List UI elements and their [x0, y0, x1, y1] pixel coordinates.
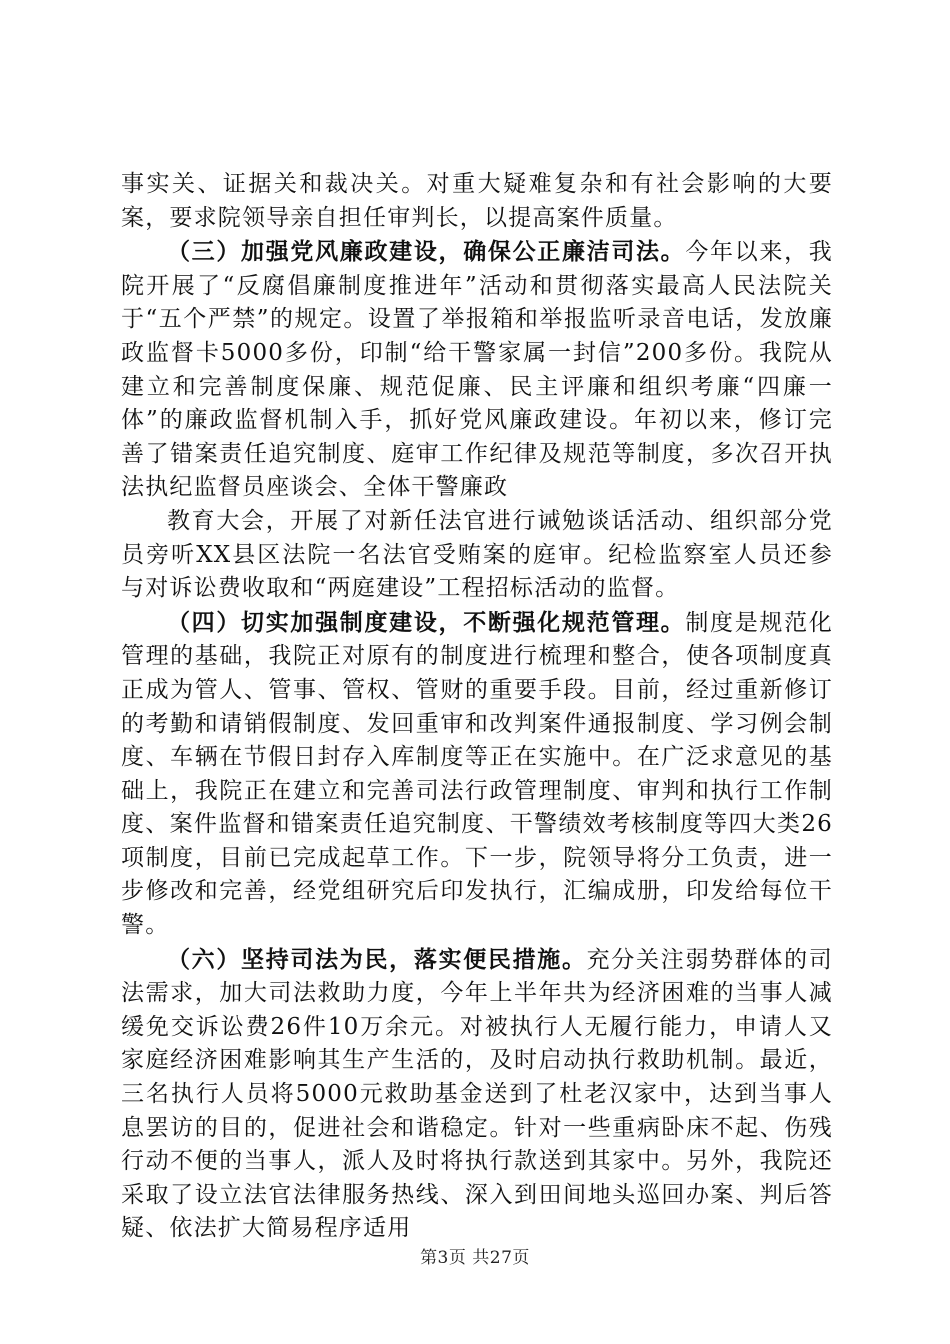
paragraph-section-6 [121, 943, 833, 1246]
section-heading: （四）切实加强制度建设，不断强化规范管理。 [167, 608, 686, 636]
paragraph-text: 教育大会，开展了对新任法官进行诫勉谈话活动、组织部分党员旁听XX县区法院一名法官受贿案的庭审。纪检监察室人员还参与对诉讼费收取和“两庭建设”工程招标活动的监督。 [121, 507, 833, 602]
paragraph-section-3 [121, 235, 833, 505]
section-heading: （三）加强党风廉政建设，确保公正廉洁司法。 [167, 238, 686, 266]
body-text [121, 168, 833, 1246]
paragraph-text: 今年以来，我院开展了“反腐倡廉制度推进年”活动和贯彻落实最高人民法院关于“五个严禁”的规定。设置了举报箱和举报监听录音电话，发放廉政监督卡5000多份，印制“给干警家属一封信”200多份。我院从建立和完善制度保廉、规范促廉、民主评廉和组织考廉“四廉一体”的廉政监督机制入手，抓好党风廉政建设。年初以来，修订完善了错案责任追究制度、庭审工作纪律及规范等制度，多次召开执法执纪监督员座谈会、全体干警廉政 [121, 239, 833, 501]
paragraph-section-4 [121, 606, 833, 943]
paragraph-text: 充分关注弱势群体的司法需求，加大司法救助力度，今年上半年共为经济困难的当事人减缓免交诉讼费26件10万余元。对被执行人无履行能力，申请人又家庭经济困难影响其生产生活的，及时启动执行救助机制。最近，三名执行人员将5000元救助基金送到了杜老汉家中，达到当事人息罢访的目的，促进社会和谐稳定。针对一些重病卧床不起、伤残行动不便的当事人，派人及时将执行款送到其家中。另外，我院还采取了设立法官法律服务热线、深入到田间地头巡回办案、判后答疑、依法扩大简易程序适用 [121, 946, 833, 1242]
page-footer: 第3页 共27页 [420, 1248, 530, 1268]
paragraph-text: 事实关、证据关和裁决关。对重大疑难复杂和有社会影响的大要案，要求院领导亲自担任审判长，以提高案件质量。 [121, 171, 833, 231]
paragraph-text: 制度是规范化管理的基础，我院正对原有的制度进行梳理和整合，使各项制度真正成为管人、管事、管权、管财的重要手段。目前，经过重新修订的考勤和请销假制度、发回重审和改判案件通报制度、学习例会制度、车辆在节假日封存入库制度等正在实施中。在广泛求意见的基础上，我院正在建立和完善司法行政管理制度、审判和执行工作制度、案件监督和错案责任追究制度、干警绩效考核制度等四大类26项制度，目前已完成起草工作。下一步，院领导将分工负责，进一步修改和完善，经党组研究后印发执行，汇编成册，印发给每位干警。 [121, 609, 833, 939]
paragraph-section-3-cont [121, 505, 833, 606]
section-heading: （六）坚持司法为民，落实便民措施。 [167, 945, 587, 973]
paragraph-continuation [121, 168, 833, 235]
